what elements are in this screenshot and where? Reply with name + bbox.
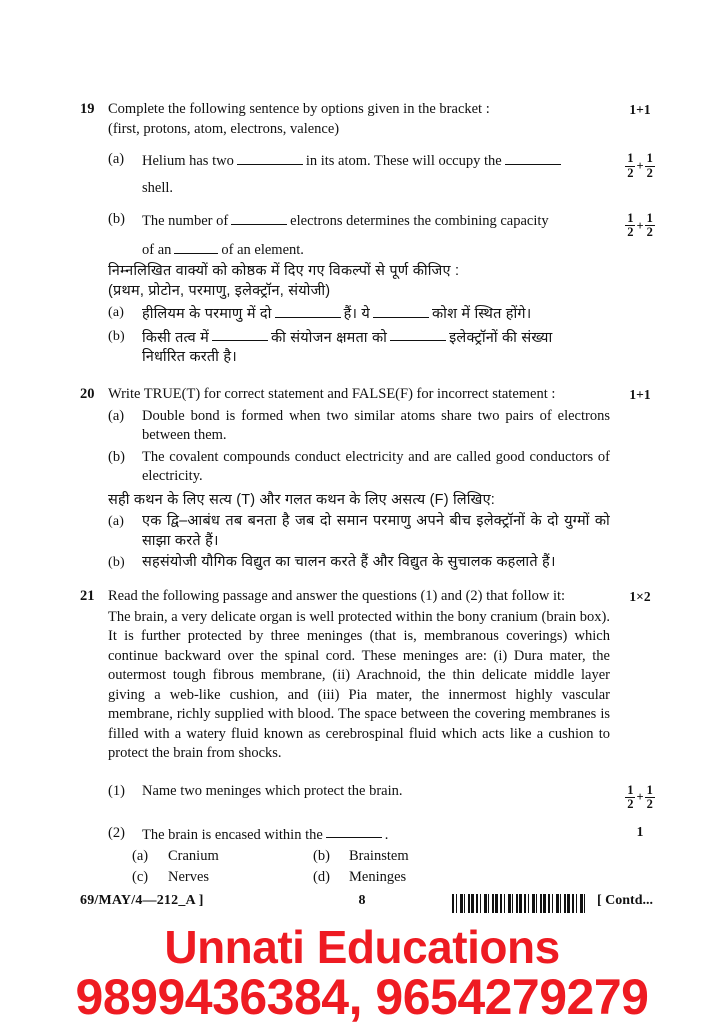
q19-item-a-marks [610, 148, 670, 180]
q19-options-en: (first, protons, atom, electrons, valence) [108, 120, 340, 137]
q21-option-a-label: (a) [132, 847, 149, 864]
q20-item-a [108, 407, 610, 446]
q20-item-b-text: The covalent compounds conduct electricity and are called good conductors of electricity. [142, 448, 610, 484]
q19-item-b-hi-label: (b) [108, 328, 125, 344]
q20-number: 20 [80, 386, 95, 402]
q21-sub1-frac2: $\frac{1}{2}$ [646, 782, 653, 811]
q21-options-row-2 [108, 867, 610, 887]
q20-stem-row [70, 385, 670, 487]
q19-item-a-hi-text3: कोश में स्थित होंगे। [432, 306, 532, 323]
q19-item-a-text1: Helium has two [142, 152, 234, 169]
q21-options-row-1 [108, 846, 610, 866]
q19-item-a-hi-text2: हैं। ये [343, 306, 371, 323]
q21-option-d-text: Meninges [349, 868, 407, 885]
q19-marks: 1+1 [629, 102, 651, 117]
q20-item-a-hi [108, 512, 610, 551]
q19-number: 19 [80, 101, 95, 117]
q19-item-a-hi-blank-2[interactable] [373, 303, 429, 318]
q19-item-b-blank-2[interactable] [174, 239, 218, 254]
q19-item-a-frac1: $\frac{1}{2}$ [627, 151, 634, 180]
q19-item-a-frac2: $\frac{1}{2}$ [646, 151, 653, 180]
contd-label: [ Contd... [597, 893, 654, 908]
page-number: 8 [358, 893, 366, 908]
q19-hindi-block [70, 262, 670, 367]
q21-sub1-row [70, 780, 670, 812]
q20-stem-en: Write TRUE(T) for correct statement and FALSE(F) for incorrect statement : [108, 386, 556, 402]
q19-item-b-hi-blank-1[interactable] [212, 327, 268, 342]
q21-option-c-text: Nerves [168, 868, 210, 885]
q21-sub2 [108, 824, 610, 845]
q21-stem: Read the following passage and answer the questions (1) and (2) that follow it: [108, 588, 566, 604]
q21-option-b-text: Brainstem [349, 847, 409, 864]
q20-hindi-block [70, 491, 670, 573]
q19-item-a-hi [108, 303, 610, 324]
q19-options-hi: (प्रथम, प्रोटोन, परमाणु, इलेक्ट्रॉन, संयोजी) [108, 282, 331, 299]
watermark-phone: 9899436384, 9654279279 [75, 969, 649, 1024]
q21-option-b-label: (b) [313, 847, 330, 864]
q19-item-b-frac2: $\frac{1}{2}$ [646, 210, 653, 240]
q21-sub1-text: Name two meninges which protect the brain. [142, 782, 403, 799]
q19-item-b-label: (b) [108, 210, 125, 227]
q19-item-b-hi-text4: निर्धारित करती है। [142, 348, 237, 365]
q19-item-a-hi-label: (a) [108, 305, 125, 321]
question-19 [70, 100, 670, 367]
q19-stem-hi: निम्नलिखित वाक्यों को कोष्ठक में दिए गए विकल्पों से पूर्ण कीजिए : [108, 263, 460, 280]
q21-number: 21 [80, 588, 95, 604]
q19-stem-en: Complete the following sentence by options given in the bracket : [108, 101, 490, 117]
q21-sub2-label: (2) [108, 824, 125, 841]
q21-option-d[interactable] [313, 867, 610, 887]
q21-sub1-frac1: $\frac{1}{2}$ [627, 782, 634, 811]
q20-item-b-hi-text: सहसंयोजी यौगिक विद्युत का चालन करते हैं और विद्युत के सुचालक कहलाते हैं। [142, 554, 556, 570]
q19-item-b-text2: electrons determines the combining capacity [290, 212, 549, 229]
q21-sub1 [108, 782, 610, 802]
q19-item-a [108, 150, 610, 199]
q19-item-a-hi-blank-1[interactable] [275, 303, 341, 318]
q21-sub2-blank[interactable] [326, 824, 382, 839]
q21-option-a[interactable] [108, 846, 313, 866]
q19-item-b-frac1: $\frac{1}{2}$ [627, 210, 634, 240]
q20-item-b-label: (b) [108, 448, 125, 465]
q19-item-a-row [70, 148, 670, 199]
q21-sub1-label: (1) [108, 782, 125, 799]
q20-stem-hi: सही कथन के लिए सत्य (T) और गलत कथन के लिए असत्य (F) लिखिए: [108, 491, 496, 508]
q19-item-a-text3: shell. [142, 180, 174, 197]
q19-item-a-plus: + [636, 158, 644, 173]
q21-sub1-marks [610, 780, 670, 812]
q21-sub2-text-after: . [384, 826, 389, 843]
q21-marks: 1×2 [629, 589, 651, 604]
q21-stem-row [70, 587, 670, 764]
q19-item-b-text3: of an [142, 241, 172, 258]
q19-item-a-blank-1[interactable] [237, 150, 303, 165]
q19-item-b-hi-text2: की संयोजन क्षमता को [270, 329, 388, 346]
q21-sub1-plus: + [636, 790, 644, 805]
q19-item-a-hi-text1: हीलियम के परमाणु में दो [142, 306, 272, 323]
q21-option-b[interactable] [313, 846, 610, 866]
q19-item-b [108, 210, 610, 261]
q20-marks: 1+1 [629, 387, 651, 402]
q19-item-a-blank-2[interactable] [505, 150, 561, 165]
q19-item-a-text2: in its atom. These will occupy the [305, 152, 502, 169]
q21-option-d-label: (d) [313, 868, 330, 885]
q19-item-b-plus: + [636, 218, 644, 233]
q20-item-b-hi [108, 553, 610, 573]
q21-passage: The brain, a very delicate organ is well protected within the bony cranium (brain box). It is further protected by three meninges (that is, membranous coverings) which continue backward over the spinal cord. These meninges are: (i) Dura mater, the outermost tough fibrous membrane, (ii) Arachnoid, the thin delicate middle layer giving a web-like cushion, and (iii) Pia mater, the innermost highly vascular membrane, richly supplied with blood. The space between the covering membranes is filled with a watery fluid known as cerebrospinal fluid which acts like a cushion to protect the brain from shocks. [108, 608, 610, 761]
q19-stem-row [70, 100, 670, 139]
paper-code: 69/MAY/4—212_A ] [80, 893, 204, 908]
q21-sub2-row [70, 822, 670, 887]
q19-item-b-text1: The number of [142, 212, 229, 229]
barcode-icon [452, 894, 587, 913]
q19-item-b-hi [108, 327, 610, 368]
question-20 [70, 385, 670, 573]
q21-option-c[interactable] [108, 867, 313, 887]
q19-item-a-label: (a) [108, 151, 125, 167]
q20-item-a-hi-text: एक द्वि–आबंध तब बनता है जब दो समान परमाणु अपने बीच इलेक्ट्रॉनों के दो युग्मों को साझा करते हैं। [142, 513, 610, 549]
q19-item-b-hi-blank-2[interactable] [390, 327, 446, 342]
watermark-name: Unnati Educations [164, 921, 560, 973]
q21-option-a-text: Cranium [168, 847, 219, 864]
q21-sub2-marks: 1 [636, 823, 644, 839]
q19-item-b-hi-text3: इलेक्ट्रॉनों की संख्या [449, 329, 553, 346]
question-21 [70, 587, 670, 887]
q19-item-b-blank-1[interactable] [231, 210, 287, 225]
q21-sub2-text-before: The brain is encased within the [142, 826, 323, 843]
q20-item-b-hi-label: (b) [108, 555, 125, 570]
q20-item-b [108, 448, 610, 487]
q19-item-b-marks [610, 208, 670, 240]
q21-option-c-label: (c) [132, 868, 149, 885]
q19-item-b-text4: of an element. [221, 241, 304, 258]
q20-item-a-label: (a) [108, 407, 125, 424]
q19-item-b-row [70, 208, 670, 261]
page-footer [0, 893, 724, 917]
q20-item-a-text: Double bond is formed when two similar atoms share two pairs of electrons between them. [142, 407, 610, 443]
q19-item-b-hi-text1: किसी तत्व में [142, 329, 209, 346]
q20-item-a-hi-label: (a) [108, 514, 125, 529]
